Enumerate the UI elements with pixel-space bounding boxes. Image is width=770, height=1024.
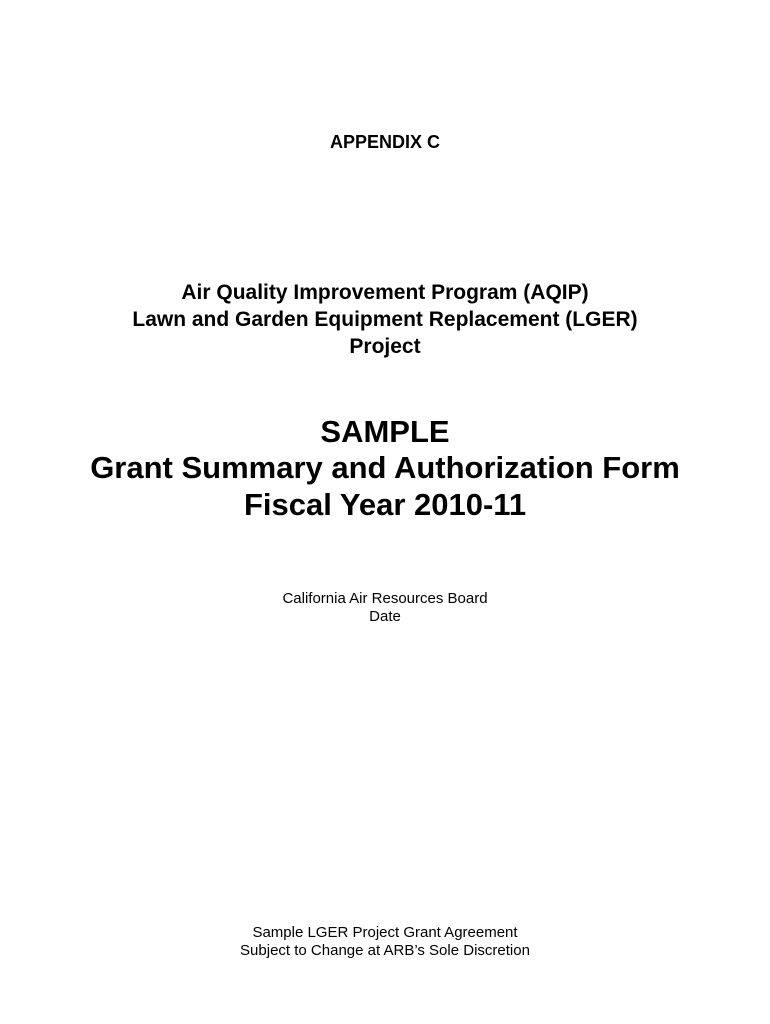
sample-title: SAMPLE (320, 414, 450, 449)
footer-line-1: Sample LGER Project Grant Agreement (252, 924, 518, 941)
fiscal-year-title: Fiscal Year 2010-11 (243, 487, 527, 522)
form-title: Grant Summary and Authorization Form (90, 450, 680, 485)
footer-line-2: Subject to Change at ARB’s Sole Discretion (240, 942, 530, 959)
appendix-heading: APPENDIX C (329, 132, 441, 152)
date-label: Date (369, 608, 401, 625)
program-title-line-3: Project (349, 335, 421, 358)
program-title-line-2: Lawn and Garden Equipment Replacement (LGER) (132, 308, 638, 331)
organization-name: California Air Resources Board (282, 590, 488, 607)
program-title-line-1: Air Quality Improvement Program (AQIP) (181, 281, 589, 304)
